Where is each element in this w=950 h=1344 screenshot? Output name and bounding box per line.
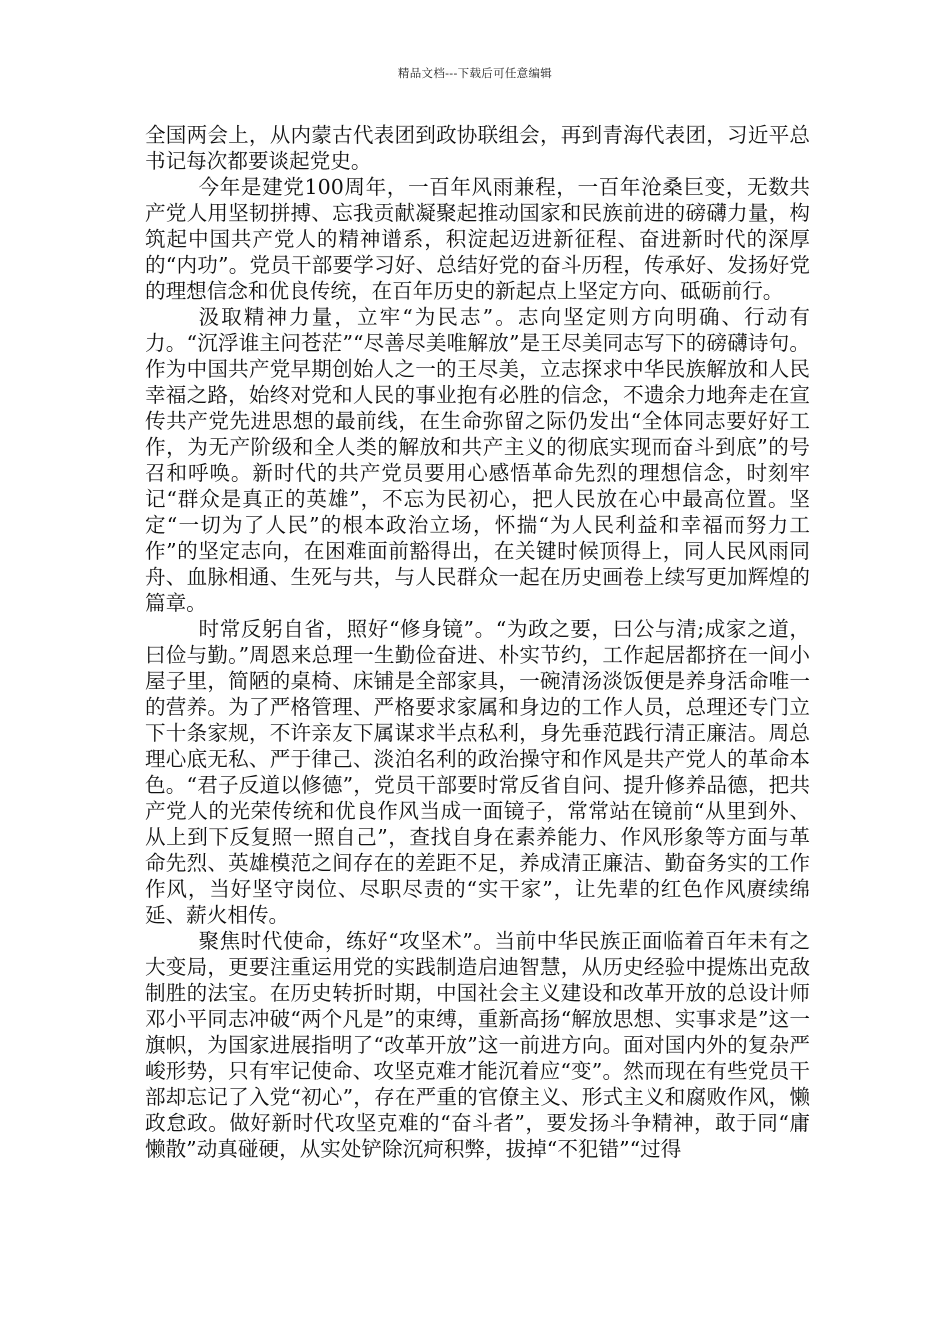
paragraph-2: 今年是建党100周年，一百年风雨兼程，一百年沧桑巨变，无数共产党人用坚韧拼搏、忘我贡献凝聚起推动国家和民族前进的磅礴力量，构筑起中国共产党人的精神谱系，积淀起迈进新征程、奋进新时代的深厚的“内功”。党员干部要学习好、总结好党的奋斗历程，传承好、发扬好党的理想信念和优良传统，在百年历史的新起点上坚定方向、砥砺前行。 — [145, 175, 810, 303]
paragraph-1: 全国两会上，从内蒙古代表团到政协联组会，再到青海代表团，习近平总书记每次都要谈起党史。 — [145, 123, 810, 173]
document-body — [145, 122, 810, 1162]
paragraph-3: 汲取精神力量，立牢“为民志”。志向坚定则方向明确、行动有力。“沉浮谁主问苍茫”“尽善尽美唯解放”是王尽美同志写下的磅礴诗句。作为中国共产党早期创始人之一的王尽美，立志探求中华民族解放和人民幸福之路，始终对党和人民的事业抱有必胜的信念，不遗余力地奔走在宣传共产党先进思想的最前线，在生命弥留之际仍发出“全体同志要好好工作，为无产阶级和全人类的解放和共产主义的彻底实现而奋斗到底”的号召和呼唤。新时代的共产党员要用心感悟革命先烈的理想信念，时刻牢记“群众是真正的英雄”，不忘为民初心，把人民放在心中最高位置。坚定“一切为了人民”的根本政治立场，怀揣“为人民利益和幸福而努力工作”的坚定志向，在困难面前豁得出，在关键时候顶得上，同人民风雨同舟、血脉相通、生死与共，与人民群众一起在历史画卷上续写更加辉煌的篇章。 — [145, 305, 810, 615]
paragraph-5: 聚焦时代使命，练好“攻坚术”。当前中华民族正面临着百年未有之大变局，更要注重运用党的实践制造启迪智慧，从历史经验中提炼出克敌制胜的法宝。在历史转折时期，中国社会主义建设和改革开放的总设计师邓小平同志冲破“两个凡是”的束缚，重新高扬“解放思想、实事求是”这一旗帜，为国家进展指明了“改革开放”这一前进方向。面对国内外的复杂严峻形势，只有牢记使命、攻坚克难才能沉着应“变”。然而现在有些党员干部却忘记了入党“初心”，存在严重的官僚主义、形式主义和腐败作风，懒政怠政。做好新时代攻坚克难的“奋斗者”，要发扬斗争精神，敢于同“庸懒散”动真碰硬，从实处铲除沉疴积弊，拔掉“不犯错”“过得 — [145, 929, 810, 1161]
paragraph-4: 时常反躬自省，照好“修身镜”。“为政之要，曰公与清;成家之道，曰俭与勤。”周恩来总理一生勤俭奋进、朴实节约，工作起居都挤在一间小屋子里，简陋的桌椅、床铺是全部家具，一碗清汤淡饭便是养身活命唯一的营养。为了严格管理、严格要求家属和身边的工作人员，总理还专门立下十条家规，不许亲友下属谋求半点私利，身先垂范践行清正廉洁。周总理心底无私、严于律己、淡泊名利的政治操守和作风是共产党人的革命本色。“君子反道以修德”，党员干部要时常反省自问、提升修养品德，把共产党人的光荣传统和优良作风当成一面镜子，常常站在镜前“从里到外、从上到下反复照一照自己”，查找自身在素养能力、作风形象等方面与革命先烈、英雄模范之间存在的差距不足，养成清正廉洁、勤奋务实的工作作风，当好坚守岗位、尽职尽责的“实干家”，让先辈的红色作风赓续绵延、薪火相传。 — [145, 617, 810, 927]
page-header: 精品文档---下载后可任意编辑 — [397, 66, 553, 80]
